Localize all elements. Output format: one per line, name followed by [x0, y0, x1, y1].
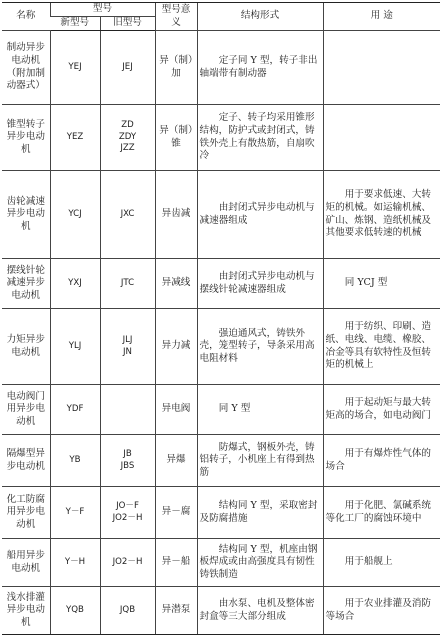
table-row: [2, 171, 440, 259]
old-model: JXC: [100, 171, 155, 259]
table-row: [2, 435, 440, 487]
structure: 结构同 Y 型，采取密封及防腐措施: [197, 487, 323, 539]
old-model-line: JBS: [120, 460, 135, 471]
motor-name: 齿轮减速异步电动机: [2, 171, 50, 259]
table-row: [2, 587, 440, 635]
old-model: [100, 309, 155, 385]
model-meaning: 异齿减: [155, 171, 197, 259]
motor-table: [2, 2, 440, 635]
motor-name: 浅水排灌异步电动机: [2, 587, 50, 635]
old-model: JO2－H: [100, 539, 155, 587]
model-meaning: 异潜泵: [155, 587, 197, 635]
model-meaning: 异爆: [155, 435, 197, 487]
table-row: [2, 385, 440, 435]
usage: 同 YCJ 型: [323, 259, 440, 309]
motor-name: 制动异步电动机（附加制动器式）: [2, 31, 50, 105]
table-row: [2, 259, 440, 309]
old-model-line: JO2－H: [112, 512, 143, 523]
header-name: 名称: [2, 3, 50, 31]
structure: 同 Y 型: [197, 385, 323, 435]
structure: 结构同 Y 型，机座由钢板焊成或由高强度具有韧性铸铁制造: [197, 539, 323, 587]
structure: 由封闭式异步电动机与摆线针轮减速器组成: [197, 259, 323, 309]
usage: [323, 105, 440, 171]
structure: 防爆式，钢板外壳，铸铝转子，小机座上有得到热筋: [197, 435, 323, 487]
usage: 用于纺织、印刷、造纸、电线、电缆、橡胶、冶金等具有软特性及恒转矩的机械上: [323, 309, 440, 385]
model-meaning: 异（制）加: [155, 31, 197, 105]
model-meaning: 异电阀: [155, 385, 197, 435]
usage: 用于农业排灌及消防等场合: [323, 587, 440, 635]
usage: [323, 31, 440, 105]
old-model: [100, 487, 155, 539]
motor-name: 隔爆型异步电动机: [2, 435, 50, 487]
table-row: [2, 539, 440, 587]
model-meaning: 异－腐: [155, 487, 197, 539]
new-model: YEJ: [50, 31, 100, 105]
motor-name: 电动阀门用异步电动机: [2, 385, 50, 435]
usage: 用于船舰上: [323, 539, 440, 587]
new-model: YXJ: [50, 259, 100, 309]
new-model: YDF: [50, 385, 100, 435]
old-model: [100, 435, 155, 487]
header-new-model: 新型号: [50, 17, 100, 31]
motor-name: 锥型转子异步电动机: [2, 105, 50, 171]
old-model-line: JN: [123, 346, 132, 357]
model-meaning: 异（制）锥: [155, 105, 197, 171]
motor-name: 力矩异步电动机: [2, 309, 50, 385]
table-row: [2, 31, 440, 105]
header-meaning: 型号意义: [155, 3, 197, 31]
header-old-model: 旧型号: [100, 17, 155, 31]
usage: 用于有爆炸性气体的场合: [323, 435, 440, 487]
structure: 由封闭式异步电动机与减速器组成: [197, 171, 323, 259]
old-model-line: ZD: [121, 120, 134, 131]
motor-name: 船用异步电动机: [2, 539, 50, 587]
new-model: YQB: [50, 587, 100, 635]
table-row: [2, 105, 440, 171]
old-model-line: JO－F: [116, 500, 139, 511]
header-structure: 结构形式: [197, 3, 323, 31]
model-meaning: 异力减: [155, 309, 197, 385]
motor-name: 化工防腐用异步电动机: [2, 487, 50, 539]
structure: 强迫通风式，铸铁外壳，笼型转子，导条采用高电阻材料: [197, 309, 323, 385]
structure: 定子、转子均采用锥形结构，防护式或封闭式，铸铁外壳上有散热筋，自扇吹冷: [197, 105, 323, 171]
usage: 用于化肥、氯碱系统等化工厂的腐蚀环境中: [323, 487, 440, 539]
old-model: JEJ: [100, 31, 155, 105]
old-model-line: JZZ: [120, 143, 135, 154]
usage: 用于起动矩与最大转矩高的场合，如电动阀门: [323, 385, 440, 435]
structure: 由水泵、电机及整体密封盒等三大部分组成: [197, 587, 323, 635]
new-model: YCJ: [50, 171, 100, 259]
new-model: YLJ: [50, 309, 100, 385]
old-model: JQB: [100, 587, 155, 635]
model-meaning: 异－船: [155, 539, 197, 587]
new-model: Y－F: [50, 487, 100, 539]
header-model: 型号: [50, 3, 155, 17]
structure: 定子同 Y 型，转子非出轴端带有制动器: [197, 31, 323, 105]
old-model: [100, 105, 155, 171]
new-model: Y－H: [50, 539, 100, 587]
new-model: YEZ: [50, 105, 100, 171]
old-model-line: JLJ: [122, 334, 133, 345]
old-model: [100, 385, 155, 435]
table-row: [2, 487, 440, 539]
old-model-line: ZDY: [118, 131, 137, 142]
motor-name: 摆线针轮减速异步电动机: [2, 259, 50, 309]
usage: 用于要求低速、大转矩的机械。如运输机械、矿山、炼钢、造纸机械及其他要求低转速的机械: [323, 171, 440, 259]
new-model: YB: [50, 435, 100, 487]
old-model-line: JB: [123, 448, 132, 459]
old-model: JTC: [100, 259, 155, 309]
table-row: [2, 309, 440, 385]
model-meaning: 异减线: [155, 259, 197, 309]
header-usage: 用 途: [323, 3, 440, 31]
